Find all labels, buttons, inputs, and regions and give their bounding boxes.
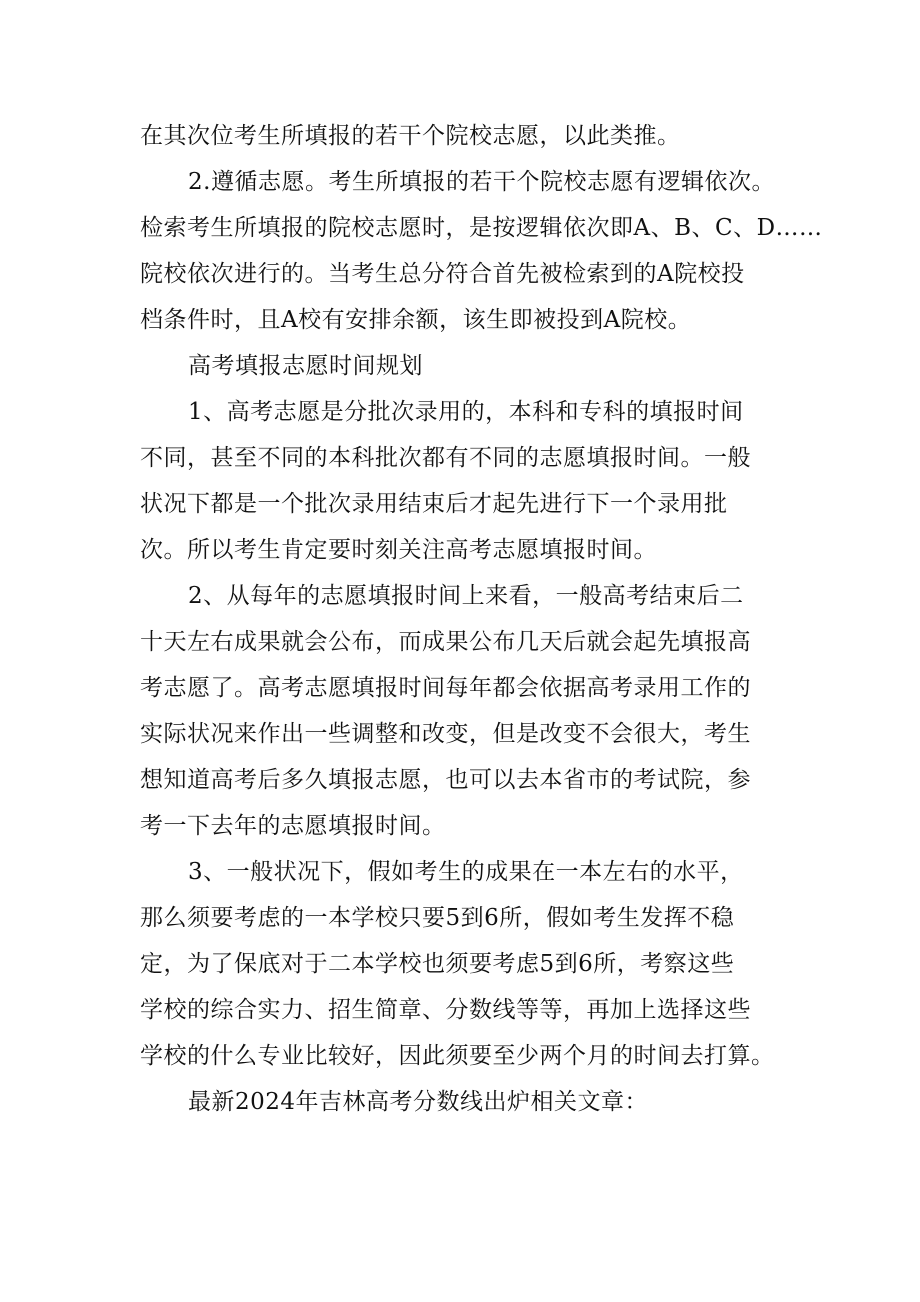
paragraph-line: 院校依次进行的。当考生总分符合首先被检索到的A院校投 [140,261,745,287]
paragraph-line: 十天左右成果就会公布，而成果公布几天后就会起先填报高 [140,629,751,655]
section-heading: 高考填报志愿时间规划 [188,353,423,379]
paragraph-line: 想知道高考后多久填报志愿，也可以去本省市的考试院，参 [140,767,751,793]
paragraph-line: 那么须要考虑的一本学校只要5到6所，假如考生发挥不稳 [140,905,735,931]
paragraph-line: 2、从每年的志愿填报时间上来看，一般高考结束后二 [188,583,744,609]
paragraph-line: 考志愿了。高考志愿填报时间每年都会依据高考录用工作的 [140,675,751,701]
paragraph-line: 1、高考志愿是分批次录用的，本科和专科的填报时间 [188,399,744,425]
paragraph-line: 3、一般状况下，假如考生的成果在一本左右的水平， [188,859,744,885]
paragraph-line: 不同，甚至不同的本科批次都有不同的志愿填报时间。一般 [140,445,751,471]
paragraph-line: 状况下都是一个批次录用结束后才起先进行下一个录用批 [140,491,728,517]
paragraph-line: 检索考生所填报的院校志愿时，是按逻辑依次即A、B、C、D…… [140,215,823,241]
paragraph-line: 2.遵循志愿。考生所填报的若干个院校志愿有逻辑依次。 [188,169,775,195]
paragraph-line: 次。所以考生肯定要时刻关注高考志愿填报时间。 [140,537,657,563]
paragraph-line: 定，为了保底对于二本学校也须要考虑5到6所，考察这些 [140,951,735,977]
related-articles-heading: 最新2024年吉林高考分数线出炉相关文章： [188,1089,649,1115]
paragraph-line: 实际状况来作出一些调整和改变，但是改变不会很大，考生 [140,721,751,747]
paragraph-line: 学校的综合实力、招生简章、分数线等等，再加上选择这些 [140,997,751,1023]
paragraph-line: 档条件时，且A校有安排余额，该生即被投到A院校。 [140,307,692,333]
document-body [140,113,823,1125]
paragraph-line: 学校的什么专业比较好，因此须要至少两个月的时间去打算。 [140,1043,775,1069]
paragraph-line: 考一下去年的志愿填报时间。 [140,813,446,839]
paragraph-line: 在其次位考生所填报的若干个院校志愿，以此类推。 [140,123,681,149]
